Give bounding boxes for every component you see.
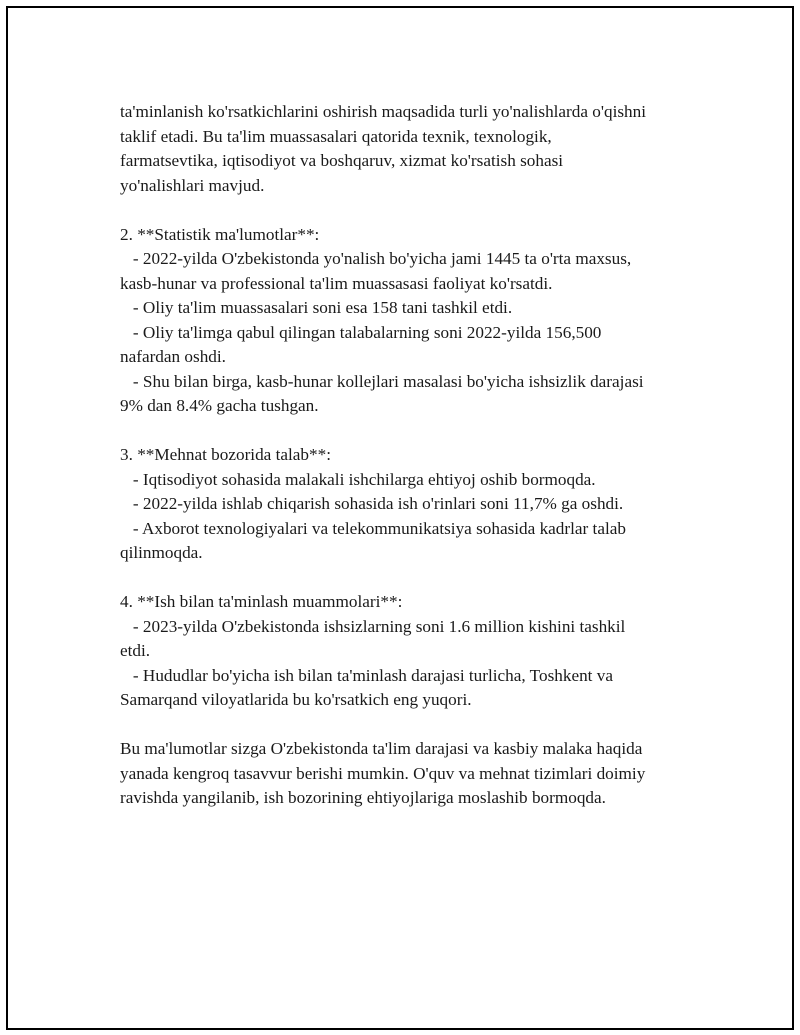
section-heading: 2. **Statistik ma'lumotlar**: [120,224,320,244]
section-heading: 4. **Ish bilan ta'minlash muammolari**: [120,592,403,611]
conclusion-line: yanada kengroq tasavvur berishi mumkin. O'quv va mehnat tizimlari doimiy [120,763,646,783]
section-line: nafardan oshdi. [120,347,226,366]
section-line: etdi. [120,641,151,660]
section-statistics [120,223,700,419]
section-line: qilinmoqda. [120,543,203,562]
document-body [120,100,700,811]
section-line: kasb-hunar va professional ta'lim muassasasi faoliyat ko'rsatdi. [120,273,553,293]
paragraph-spacer [120,566,700,591]
section-line: Samarqand viloyatlarida bu ko'rsatkich eng yuqori. [120,690,472,709]
intro-line: ta'minlanish ko'rsatkichlarini oshirish maqsadida turli yo'nalishlarda o'qishni [120,102,647,121]
section-heading: 3. **Mehnat bozorida talab**: [120,445,331,464]
paragraph-spacer [120,713,700,738]
intro-paragraph [120,100,700,198]
section-line: - Oliy ta'lim muassasalari soni esa 158 tani tashkil etdi. [120,298,513,317]
section-line: - Shu bilan birga, kasb-hunar kollejlari masalasi bo'yicha ishsizlik darajasi [120,371,644,391]
conclusion-line: ravishda yangilanib, ish bozorining ehtiyojlariga moslashib bormoqda. [120,788,606,807]
section-line: - Iqtisodiyot sohasida malakali ishchilarga ehtiyoj oshib bormoqda. [120,469,596,489]
section-line: - 2023-yilda O'zbekistonda ishsizlarning soni 1.6 million kishini tashkil [120,616,626,636]
conclusion-line: Bu ma'lumotlar sizga O'zbekistonda ta'lim darajasi va kasbiy malaka haqida [120,739,643,758]
paragraph-spacer [120,198,700,223]
intro-line: yo'nalishlari mavjud. [120,175,265,195]
conclusion-paragraph [120,737,700,811]
intro-line: farmatsevtika, iqtisodiyot va boshqaruv, xizmat ko'rsatish sohasi [120,151,564,170]
paragraph-spacer [120,419,700,444]
intro-line: taklif etadi. Bu ta'lim muassasalari qatorida texnik, texnologik, [120,126,552,146]
section-line: - 2022-yilda ishlab chiqarish sohasida ish o'rinlari soni 11,7% ga oshdi. [120,494,624,513]
section-line: - Axborot texnologiyalari va telekommunikatsiya sohasida kadrlar talab [120,518,626,538]
section-employment-problems [120,590,700,713]
page-frame [6,6,794,1030]
section-line: - Hududlar bo'yicha ish bilan ta'minlash darajasi turlicha, Toshkent va [120,665,613,685]
section-line: 9% dan 8.4% gacha tushgan. [120,396,319,415]
section-labor-market [120,443,700,566]
section-line: - 2022-yilda O'zbekistonda yo'nalish bo'yicha jami 1445 ta o'rta maxsus, [120,249,632,268]
section-line: - Oliy ta'limga qabul qilingan talabalarning soni 2022-yilda 156,500 [120,322,602,342]
